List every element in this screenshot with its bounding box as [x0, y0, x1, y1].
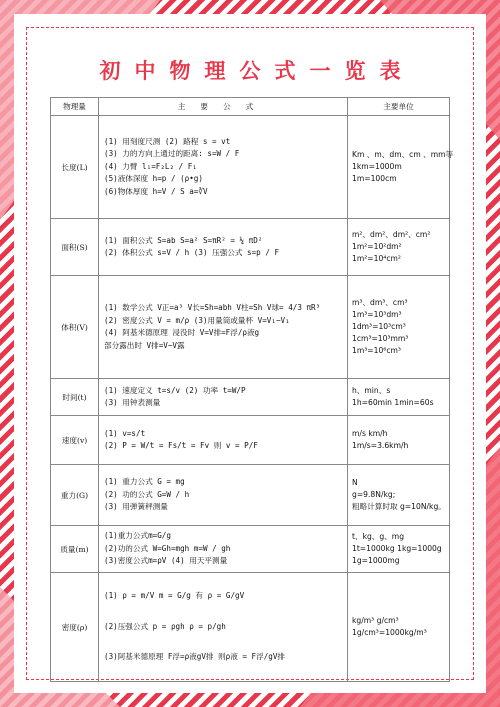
unit-line: 1t=1000kg 1kg=1000g [352, 544, 442, 553]
formula-line: (3) 用弹簧秤测量 [104, 502, 168, 512]
unit-cell [348, 526, 450, 573]
unit-line: 1km=1000m [352, 162, 402, 171]
unit-line: N [352, 478, 358, 487]
formula-line: (2)功的公式 W=Gh=mgh m=W / gh [104, 543, 231, 553]
formula-line: (1) 速度定义 t=s/v (2) 功率 t=W/P [104, 385, 246, 395]
unit-line: 1g=1000mg [352, 556, 400, 565]
formula-cell [99, 416, 348, 465]
unit-line: 1g/cm³=1000kg/m³ [352, 628, 427, 637]
unit-cell [348, 116, 454, 219]
unit-line: 1m³=10⁶cm³ [352, 346, 401, 355]
quantity-cell: 密度(ρ) [51, 573, 99, 682]
table-row [51, 116, 450, 219]
formula-line: (4) 力臂 l₁=F₂L₂ / F₁ [104, 161, 197, 171]
formula-table [50, 97, 454, 682]
table-header-row [51, 98, 450, 116]
table-row [51, 416, 450, 465]
table-row [51, 573, 450, 682]
formula-cell [99, 379, 348, 416]
table-row [51, 465, 450, 526]
table-row [51, 379, 450, 416]
unit-cell [348, 379, 450, 416]
unit-cell [348, 219, 450, 276]
unit-line: t、kg、g、mg [352, 532, 405, 541]
header-quantity: 物理量 [51, 98, 99, 116]
quantity-cell: 速度(v) [51, 416, 99, 465]
formula-line: (5)液体深度 h=p / (ρ•g) [104, 174, 203, 184]
unit-line: m²、dm²、dm²、cm² [352, 230, 431, 239]
unit-line: kg/m³ g/cm³ [352, 616, 399, 625]
page-title: 初中物理公式一览表 [99, 58, 415, 83]
formula-line: (2) 功的公式 G=W / h [104, 489, 190, 499]
formula-line: (2) 体积公式 s=V / h (3) 压强公式 s=p / F [104, 248, 280, 257]
formula-line: (2)压强公式 p = ρgh ρ = p/gh [104, 621, 226, 631]
formula-cell [99, 465, 348, 526]
unit-cell [348, 465, 450, 526]
unit-line: h、min、s [352, 386, 391, 395]
quantity-cell: 重力(G) [51, 465, 99, 526]
unit-line: 1h=60min 1min=60s [352, 398, 434, 407]
unit-cell [348, 573, 450, 682]
table-row [51, 526, 450, 573]
quantity-cell: 质量(m) [51, 526, 99, 573]
formula-line: (1)重力公式m=G/g [104, 531, 171, 541]
formula-cell [99, 526, 348, 573]
unit-line: m³、dm³、cm³ [352, 298, 408, 307]
formula-line: (2) P = W/t = Fs/t = Fv 则 v = P/F [104, 441, 258, 450]
quantity-cell: 长度(L) [51, 116, 99, 219]
formula-cell [99, 116, 348, 219]
unit-line: 1m²=10²dm² [352, 242, 402, 251]
formula-line: 部分露出时 V排=V−V露 [104, 340, 185, 350]
formula-line: (1) ρ = m/V m = G/g 有 ρ = G/gV [104, 591, 245, 601]
quantity-cell: 面积(S) [51, 219, 99, 276]
unit-line: 1m²=10⁴cm² [352, 254, 401, 263]
header-formula: 主要公式 [99, 98, 348, 116]
unit-line: Km 、m、dm、cm 、mm等 [352, 150, 454, 159]
formula-line: (3) 用钟表测量 [104, 398, 161, 407]
unit-line: 粗略计算时取 g=10N/kg。 [352, 502, 446, 511]
formula-line: (1) 用刻度尺测 (2) 路程 s = vt [104, 136, 231, 146]
formula-line: (1) 面积公式 S=ab S=a² S=πR² = ¼ πD² [104, 235, 263, 245]
formula-line: (4) 阿基米德原理 浸没时 V=V排=F浮/ρ液g [104, 328, 260, 337]
header-unit: 主要单位 [348, 98, 450, 116]
formula-line: (1) 数学公式 V正=a³ V长=Sh=abh V柱=Sh V球= 4/3 πR³ [104, 303, 321, 312]
unit-cell [348, 416, 450, 465]
formula-line: (1) v=s/t [104, 428, 146, 438]
unit-line: 1m³=10³dm³ [352, 310, 402, 319]
formula-line: (2) 密度公式 V = m/ρ (3)用量筒或量杯 V=V₁−V₁ [104, 315, 290, 325]
unit-line: 1m=100cm [352, 174, 397, 183]
unit-line: m/s km/h [352, 429, 388, 438]
table-row [51, 219, 450, 276]
formula-line: (3) 力的方向上通过的距离: s=W / F [104, 149, 240, 159]
unit-cell [348, 276, 450, 379]
unit-line: g=9.8N/kg; [352, 490, 396, 499]
quantity-cell: 体积(V) [51, 276, 99, 379]
quantity-cell: 时间(t) [51, 379, 99, 416]
formula-line: (3)阿基米德原理 F浮=ρ液gV排 则ρ液 = F浮/gV排 [104, 652, 286, 662]
unit-line: 1m/s=3.6km/h [352, 441, 409, 450]
formula-cell [99, 276, 348, 379]
formula-line: (3)密度公式m=ρV (4) 用天平测量 [104, 556, 228, 566]
formula-cell [99, 573, 348, 682]
formula-line: (1) 重力公式 G = mg [104, 477, 185, 487]
unit-line: 1cm³=10³mm³ [352, 334, 409, 343]
formula-cell [99, 219, 348, 276]
table-row [51, 276, 450, 379]
unit-line: 1dm³=10³cm³ [352, 322, 406, 331]
formula-line: (6)物体厚度 h=V / S a=∛V [104, 186, 208, 196]
